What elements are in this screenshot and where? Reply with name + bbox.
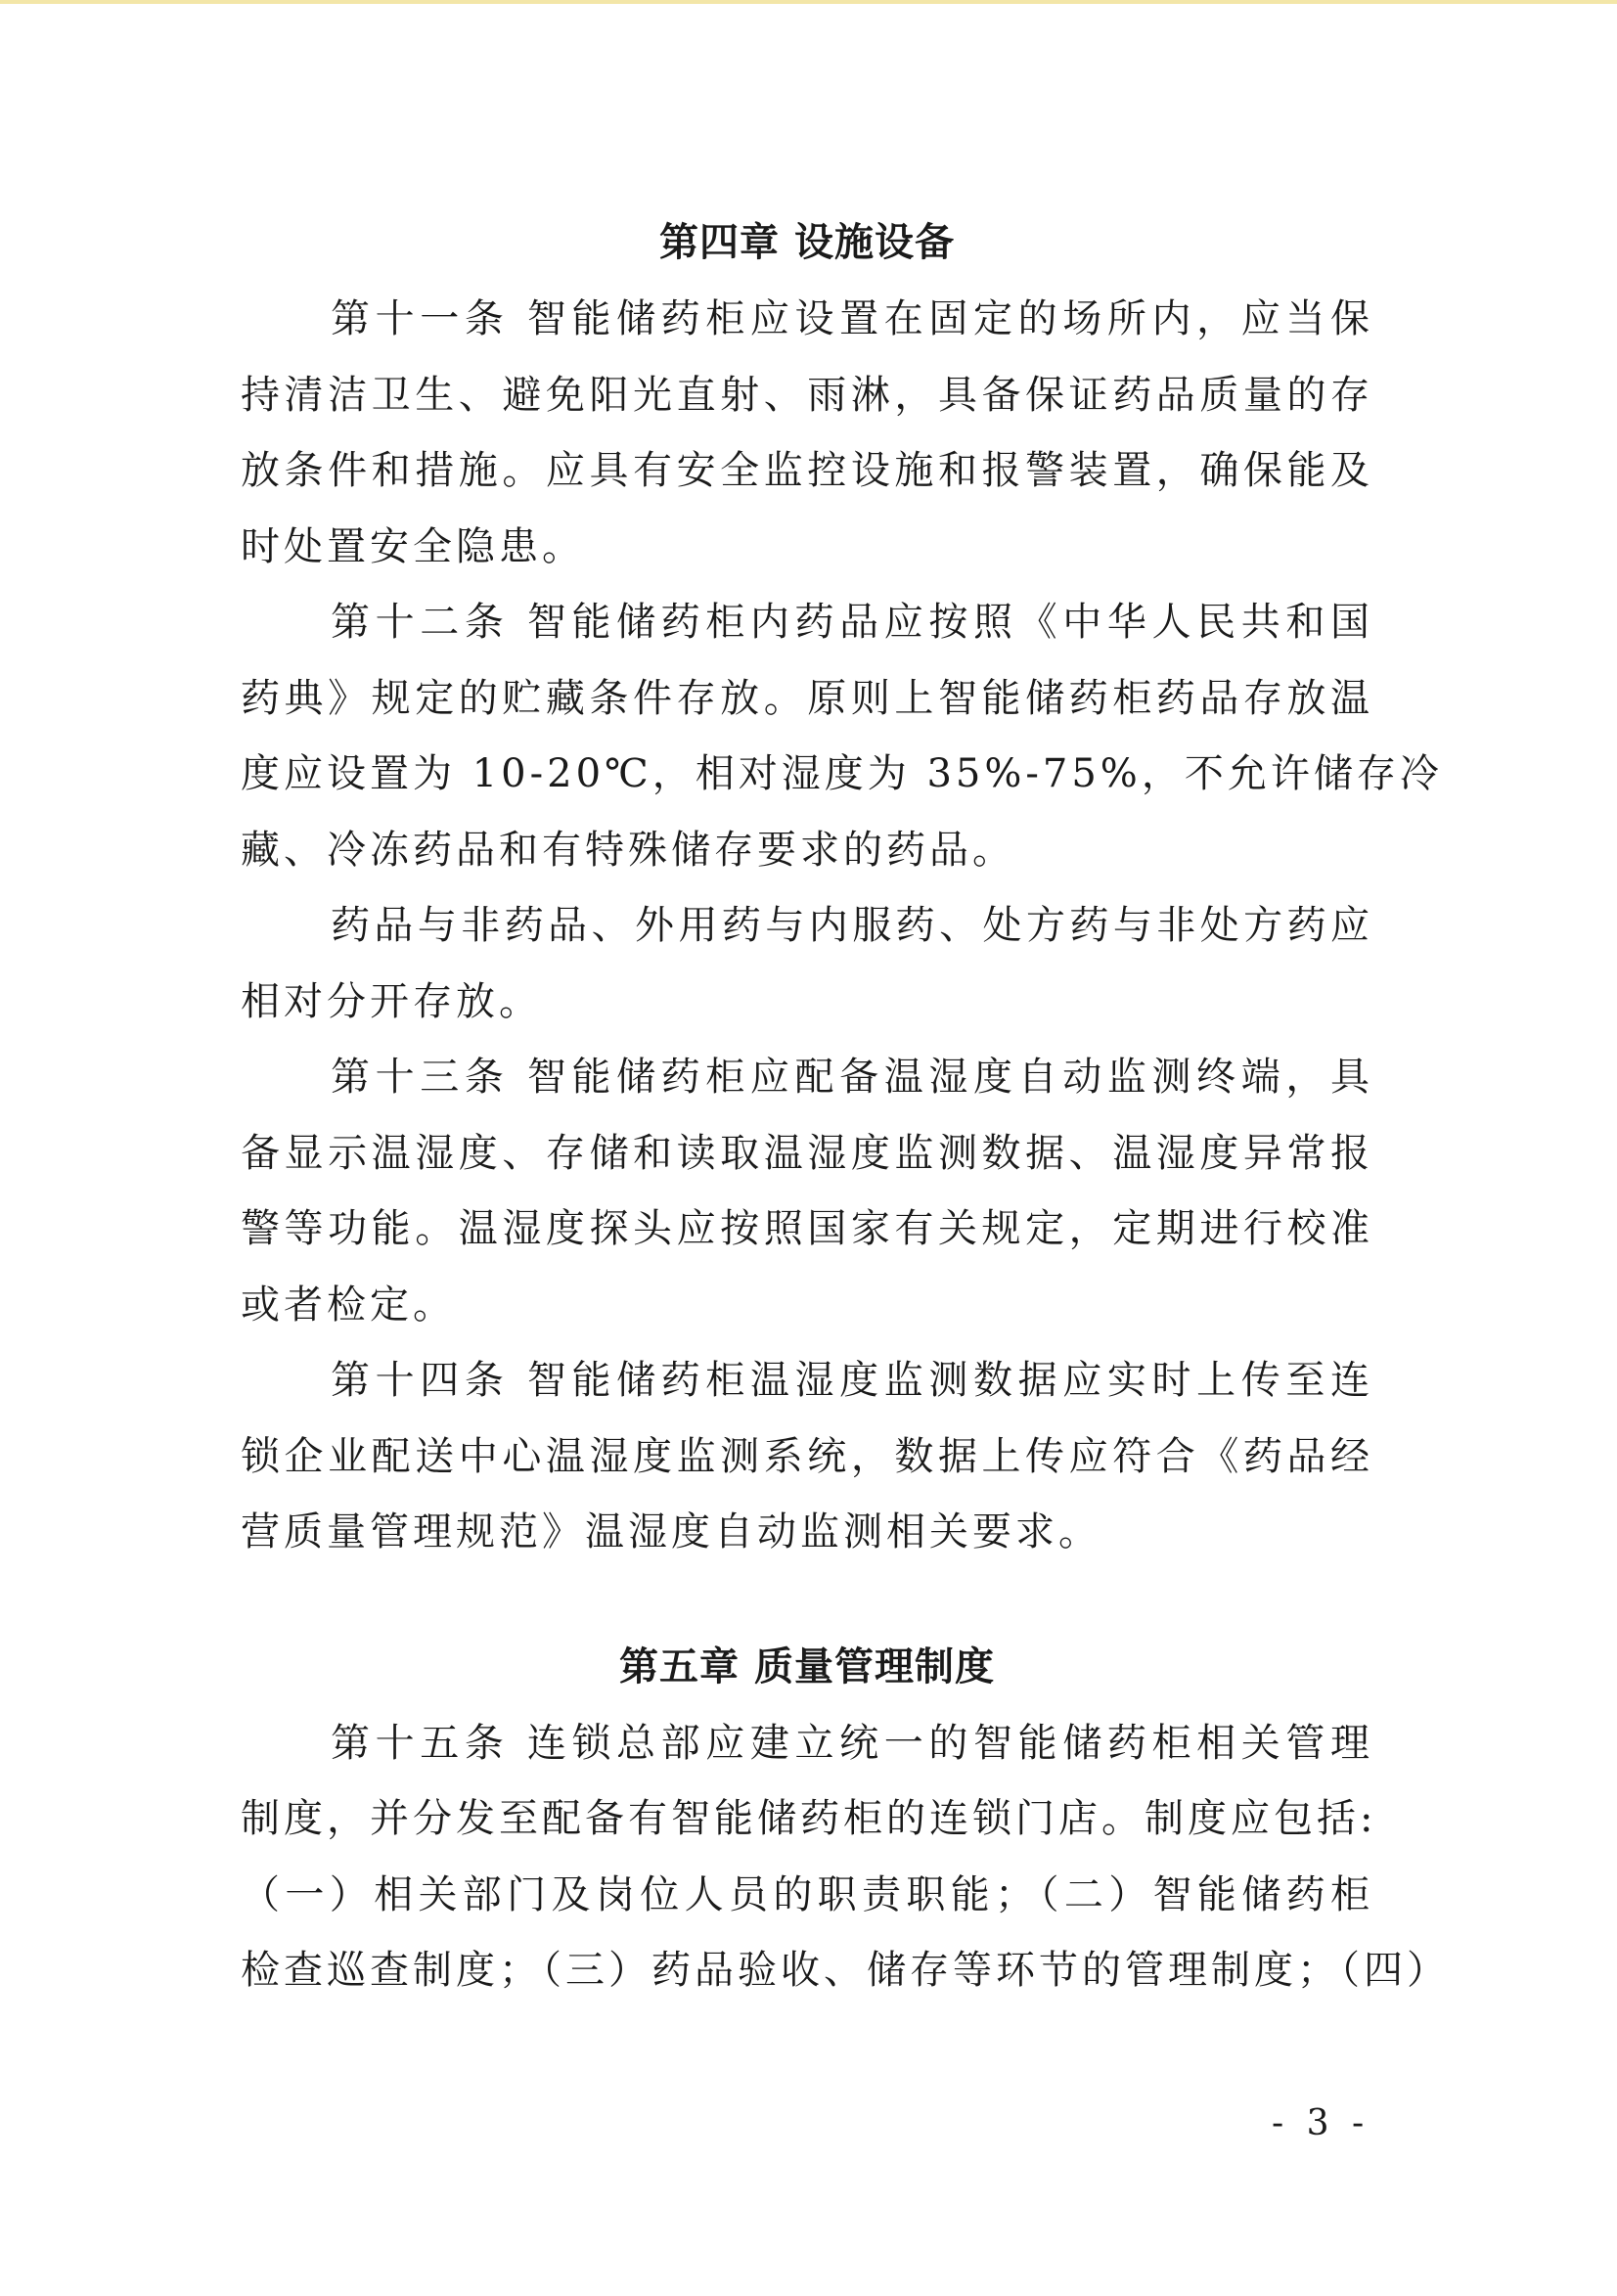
text-line: 度应设置为 10-20℃，相对湿度为 35%-75%，不允许储存冷 (241, 751, 1443, 796)
article-12-storage-paragraph (241, 888, 1373, 1040)
text-line: 制度，并分发至配备有智能储药柜的连锁门店。制度应包括: (241, 1796, 1377, 1841)
chapter-5-title: 第五章 质量管理制度 (619, 1643, 995, 1689)
text-line: 第十五条 连锁总部应建立统一的智能储药柜相关管理 (331, 1720, 1373, 1766)
article-12 (241, 585, 1443, 888)
article-13 (241, 1040, 1373, 1343)
document-page (241, 203, 1450, 2009)
text-line: 第十一条 智能储药柜应设置在固定的场所内，应当保 (331, 296, 1373, 341)
text-line: 药典》规定的贮藏条件存放。原则上智能储药柜药品存放温 (241, 675, 1373, 721)
chapter-4-title: 第四章 设施设备 (659, 220, 955, 265)
text-line: （一）相关部门及岗位人员的职责职能；（二）智能储药柜 (241, 1871, 1373, 1917)
text-line: 营质量管理规范》温湿度自动监测相关要求。 (241, 1509, 1101, 1554)
text-line: 时处置安全隐患。 (241, 523, 585, 569)
article-15 (241, 1706, 1450, 2009)
article-11 (241, 282, 1373, 585)
text-line: 锁企业配送中心温湿度监测系统，数据上传应符合《药品经 (241, 1433, 1373, 1479)
text-line: 备显示温湿度、存储和读取温湿度监测数据、温湿度异常报 (241, 1130, 1373, 1176)
text-line: 警等功能。温湿度探头应按照国家有关规定，定期进行校准 (241, 1206, 1373, 1251)
page-number: - 3 - (1272, 2103, 1370, 2143)
scan-top-edge (0, 0, 1617, 4)
text-line: 藏、冷冻药品和有特殊储存要求的药品。 (241, 827, 1015, 873)
text-line: 第十四条 智能储药柜温湿度监测数据应实时上传至连 (331, 1358, 1373, 1403)
text-line: 或者检定。 (241, 1282, 456, 1328)
text-line: 持清洁卫生、避免阳光直射、雨淋，具备保证药品质量的存 (241, 372, 1373, 418)
text-line: 第十二条 智能储药柜内药品应按照《中华人民共和国 (331, 600, 1373, 645)
article-14 (241, 1343, 1373, 1571)
text-line: 放条件和措施。应具有安全监控设施和报警装置，确保能及 (241, 448, 1373, 493)
text-line: 相对分开存放。 (241, 978, 542, 1024)
text-line: 第十三条 智能储药柜应配备温湿度自动监测终端，具 (331, 1055, 1373, 1100)
text-line: 检查巡查制度；（三）药品验收、储存等环节的管理制度；（四） (241, 1948, 1450, 1993)
text-line: 药品与非药品、外用药与内服药、处方药与非处方药应 (331, 903, 1373, 948)
